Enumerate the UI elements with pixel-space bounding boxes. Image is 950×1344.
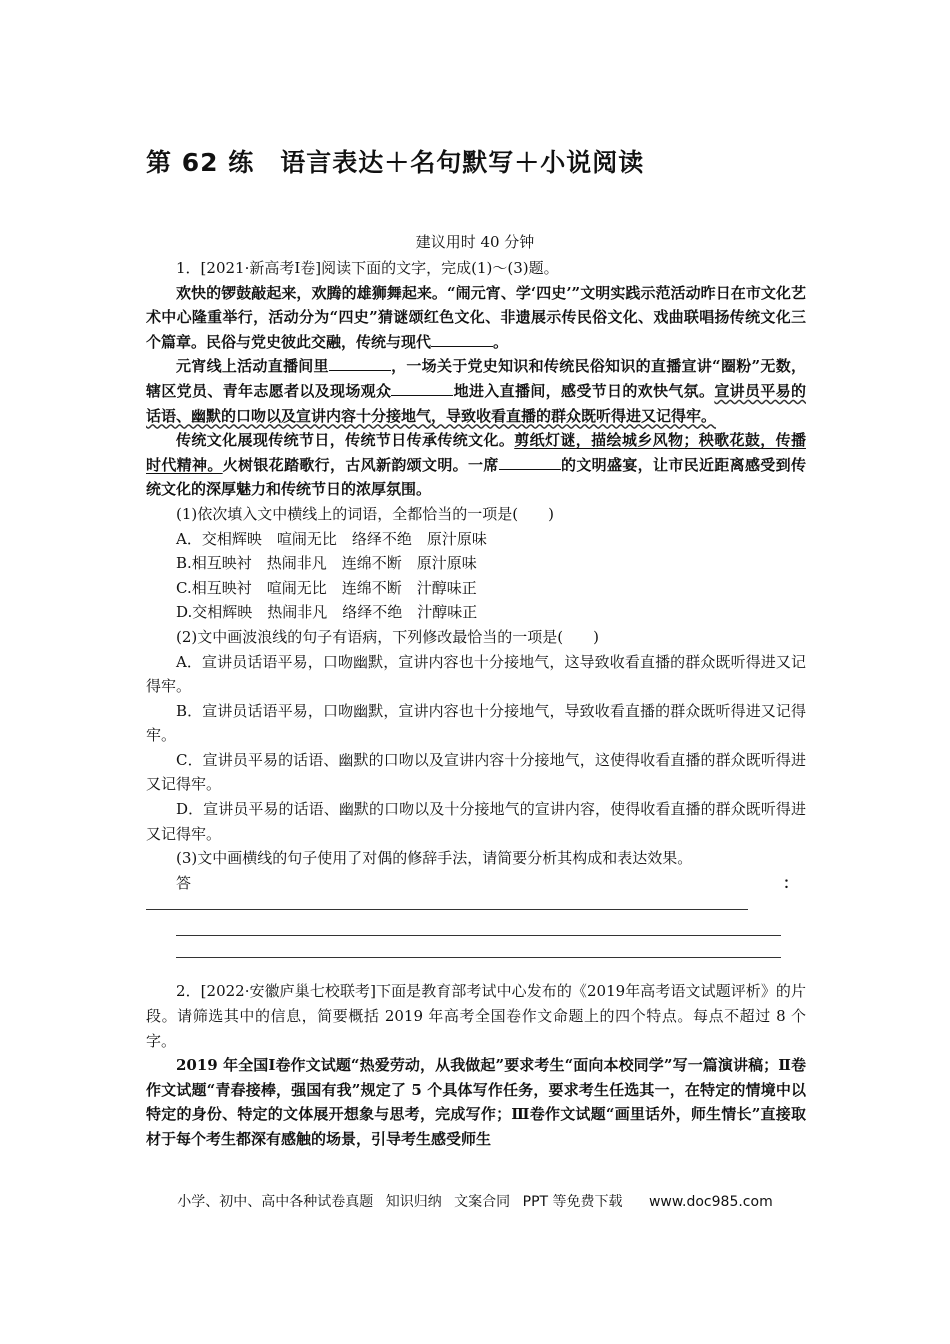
q1-passage-p1: [146, 281, 806, 355]
fill-blank[interactable]: [391, 381, 453, 396]
footer-text: 小学、初中、高中各种试卷真题: [177, 1194, 374, 1210]
answer-line[interactable]: [146, 895, 806, 921]
q1-sub1-option-c[interactable]: C.相互映衬 喧闹无比 连绵不断 汁醇味正: [176, 578, 477, 597]
fill-blank[interactable]: [431, 332, 493, 347]
q1-p1-end: 。: [493, 332, 509, 351]
footer: [0, 1191, 950, 1211]
q1-sub2-option-c[interactable]: C．宣讲员平易的话语、幽默的口吻以及宣讲内容十分接地气，这使得收看直播的群众既听得进又记得牢。: [146, 750, 806, 794]
q1-p3-a: 传统文化展现传统节日，传统节日传承传统文化。: [176, 431, 515, 450]
q1-sub2-stem: (2)文中画波浪线的句子有语病，下列修改最恰当的一项是( ): [176, 627, 599, 646]
q1-sub1-option-d[interactable]: D.交相辉映 热闹非凡 络绎不绝 汁醇味正: [176, 603, 478, 622]
q1-passage-p3: [146, 428, 806, 502]
time-suggestion: 建议用时 40 分钟: [415, 233, 535, 251]
answer-line[interactable]: [146, 947, 806, 973]
q1-p2-b: ，一场关于党史知识和传统民俗知识的直播宣讲“圈粉”无数，辖区党员、青年志愿者以及现场观众: [146, 357, 806, 400]
q1-p2-a: 元宵线上活动直播间里: [176, 357, 329, 376]
q1-sub2-option-a[interactable]: A．宣讲员话语平易，口吻幽默，宣讲内容也十分接地气，这导致收看直播的群众既听得进又记得牢。: [146, 652, 806, 696]
answer-row: [146, 871, 806, 896]
answer-label: 答: [176, 873, 192, 892]
wavy-underlined-sentence: 宣讲员平易的话语、幽默的口吻以及宣讲内容十分接地气，导致收看直播的群众既听得进又记得牢。: [146, 381, 806, 425]
content: [146, 256, 806, 1152]
q1-passage-p2: [146, 354, 806, 428]
q1-sub1-option-b[interactable]: B.相互映衬 热闹非凡 连绵不断 原汁原味: [176, 554, 477, 573]
q1-p3-c: 的文明盛宴，让市民近距离感受到传统文化的深厚魅力和传统节日的浓厚氛围。: [146, 455, 806, 499]
q1-sub1-stem: (1)依次填入文中横线上的词语，全都恰当的一项是( ): [176, 504, 554, 523]
q1-p3-b: 火树银花踏歌行，古风新韵颂文明。一席: [222, 455, 499, 474]
footer-text: PPT 等免费下载: [522, 1194, 623, 1210]
q1-sub1-option-a[interactable]: A．交相辉映 喧闹无比 络绎不绝 原汁原味: [176, 529, 487, 548]
q2-passage-p1: 2019 年全国Ⅰ卷作文试题“热爱劳动，从我做起”要求考生“面向本校同学”写一篇演讲稿；Ⅱ卷作文试题“青春接棒，强国有我”规定了 5 个具体写作任务，要求考生任选其一，在特定的情境中以特定的身份、特定的文体展开想象与思考，完成写作；Ⅲ卷作文试题“画里话外，师生情长”直接取材于每个考生都深有感触的场景，引导考生感受师生: [146, 1056, 806, 1148]
answer-colon: ：: [782, 873, 798, 892]
underlined-sentence: 剪纸灯谜，描绘城乡风物；秧歌花鼓，传播时代精神。: [146, 431, 806, 474]
footer-site-link[interactable]: www.doc985.com: [648, 1194, 773, 1210]
q1-sub3-stem: (3)文中画横线的句子使用了对偶的修辞手法，请简要分析其构成和表达效果。: [176, 849, 693, 868]
fill-blank[interactable]: [499, 455, 561, 470]
q1-intro: 1．[2021·新高考Ⅰ卷]阅读下面的文字，完成(1)～(3)题。: [176, 259, 559, 277]
q1-p1-text: 欢快的锣鼓敲起来，欢腾的雄狮舞起来。“闹元宵、学‘四史’”文明实践示范活动昨日在市文化艺术中心隆重举行，活动分为“四史”猜谜颂红色文化、非遗展示传民俗文化、戏曲联唱扬传统文化三个篇章。民俗与党史彼此交融，传统与现代: [146, 283, 806, 351]
q1-sub2-option-b[interactable]: B．宣讲员话语平易，口吻幽默，宣讲内容也十分接地气，导致收看直播的群众既听得进又记得牢。: [146, 701, 806, 745]
q1-sub2-option-d[interactable]: D．宣讲员平易的话语、幽默的口吻以及十分接地气的宣讲内容，使得收看直播的群众既听得进又记得牢。: [146, 800, 806, 843]
q1-p2-c: 地进入直播间，感受节日的欢快气氛。: [453, 381, 715, 400]
q2-intro: 2．[2022·安徽庐巢七校联考]下面是教育部考试中心发布的《2019年高考语文试题评析》的片段。请筛选其中的信息，简要概括 2019 年高考全国卷作文命题上的四个特点。每点不超过 8 个字。: [146, 982, 806, 1050]
footer-text: 文案合同: [454, 1194, 511, 1210]
fill-blank[interactable]: [329, 356, 391, 371]
answer-line[interactable]: [146, 921, 806, 947]
footer-text: 知识归纳: [385, 1194, 442, 1210]
page-title: 第 62 练 语言表达＋名句默写＋小说阅读: [146, 148, 645, 177]
